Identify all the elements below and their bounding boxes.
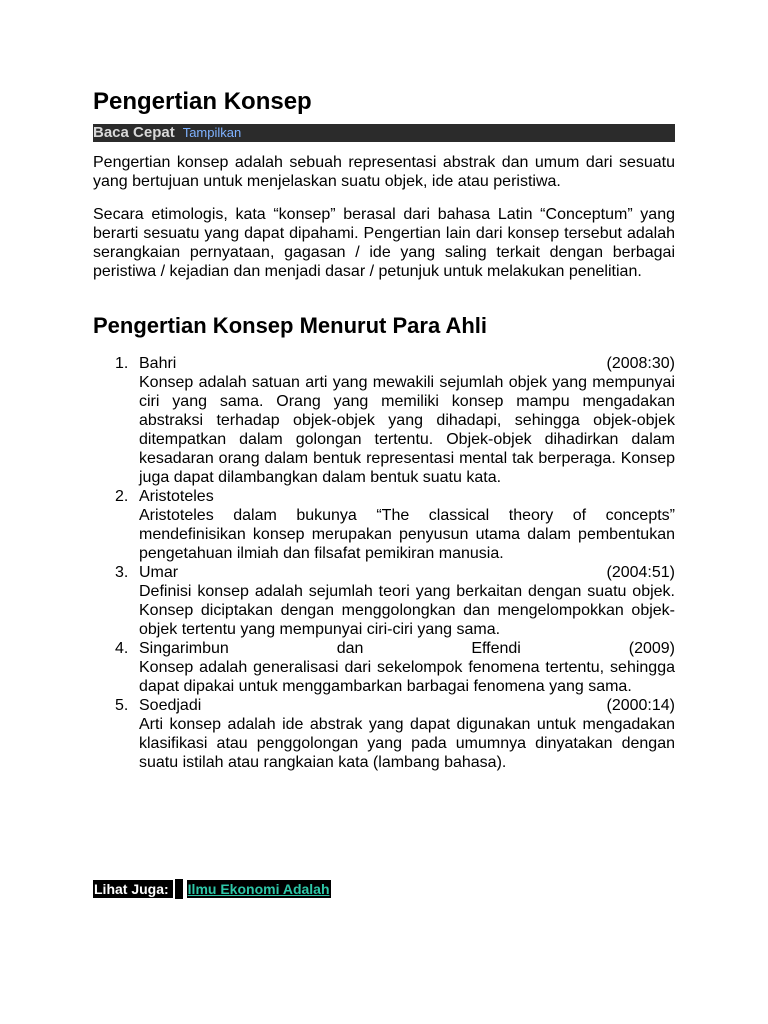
quick-read-bar <box>93 124 675 142</box>
expert-name: Singarimbun <box>139 640 229 657</box>
list-number: 2. <box>115 488 129 505</box>
page-title: Pengertian Konsep <box>93 88 312 115</box>
list-number: 5. <box>115 697 129 714</box>
list-item-soedjadi <box>93 696 675 772</box>
see-also-label: Lihat Juga: <box>93 880 173 898</box>
expert-heading <box>139 563 675 582</box>
expert-source: (2000:14) <box>606 697 675 714</box>
expert-heading <box>139 487 675 506</box>
see-also-divider <box>175 879 183 899</box>
list-item-singarimbun-effendi <box>93 639 675 696</box>
section-heading: Pengertian Konsep Menurut Para Ahli <box>93 313 488 338</box>
quick-read-label: Baca Cepat <box>93 124 175 141</box>
list-number: 1. <box>115 355 129 372</box>
expert-heading <box>139 696 675 715</box>
expert-heading <box>139 639 675 658</box>
list-number: 3. <box>115 564 129 581</box>
expert-heading <box>139 354 675 373</box>
expert-definition: Konsep adalah satuan arti yang mewakili sejumlah objek yang mempunyai ciri yang sama. Orang yang memiliki konsep mampu mengadakan abstraksi terhadap objek-objek yang dihadapi, sehingga objek-objek ditempatkan dalam golongan tertentu. Objek-objek dihadirkan dalam kesadaran orang dalam bentuk representasi mental tak berperaga. Konsep juga dapat dilambangkan dalam bentuk suatu kata. <box>139 374 675 486</box>
expert-connector: dan <box>336 640 364 657</box>
intro-paragraph: Pengertian konsep adalah sebuah representasi abstrak dan umum dari sesuatu yang bertujuan untuk menjelaskan suatu objek, ide atau peristiwa. <box>93 154 675 190</box>
list-number: 4. <box>115 640 129 657</box>
expert-name: Aristoteles <box>139 488 214 505</box>
expert-name-2: Effendi <box>471 640 521 657</box>
etymology-paragraph: Secara etimologis, kata “konsep” berasal dari bahasa Latin “Conceptum” yang berarti sesuatu yang dapat dipahami. Pengertian lain dari konsep tersebut adalah serangkaian pernyataan, gagasan / ide yang saling terkait dengan berbagai peristiwa / kejadian dan menjadi dasar / petunjuk untuk melakukan penelitian. <box>93 206 675 280</box>
expert-name: Soedjadi <box>139 697 202 714</box>
expert-definition: Definisi konsep adalah sejumlah teori yang berkaitan dengan suatu objek. Konsep diciptakan dengan menggolongkan dan mengelompokkan objek-objek tertentu yang mempunyai ciri-ciri yang sama. <box>139 583 675 638</box>
expert-source: (2009) <box>628 640 675 657</box>
expert-source: (2004:51) <box>606 564 675 581</box>
expert-source: (2008:30) <box>606 355 675 372</box>
expert-definition: Arti konsep adalah ide abstrak yang dapat digunakan untuk mengadakan klasifikasi atau penggolongan yang pada umumnya dinyatakan dengan suatu istilah atau rangkaian kata (lambang bahasa). <box>139 716 675 771</box>
expert-definition: Konsep adalah generalisasi dari sekelompok fenomena tertentu, sehingga dapat dipakai untuk menggambarkan barbagai fenomena yang sama. <box>139 659 675 695</box>
expert-definition: Aristoteles dalam bukunya “The classical theory of concepts” mendefinisikan konsep merupakan penyusun utama dalam pembentukan pengetahuan ilmiah dan filsafat pemikiran manusia. <box>139 507 675 562</box>
expert-name: Bahri <box>139 355 177 372</box>
see-also-box <box>93 879 331 899</box>
list-item-aristoteles <box>93 487 675 563</box>
list-item-umar <box>93 563 675 639</box>
list-item-bahri <box>93 354 675 487</box>
see-also-link[interactable]: Ilmu Ekonomi Adalah <box>187 881 330 897</box>
expert-name: Umar <box>139 564 179 581</box>
quick-read-toggle-link[interactable]: Tampilkan <box>182 125 242 140</box>
experts-list <box>93 354 675 772</box>
